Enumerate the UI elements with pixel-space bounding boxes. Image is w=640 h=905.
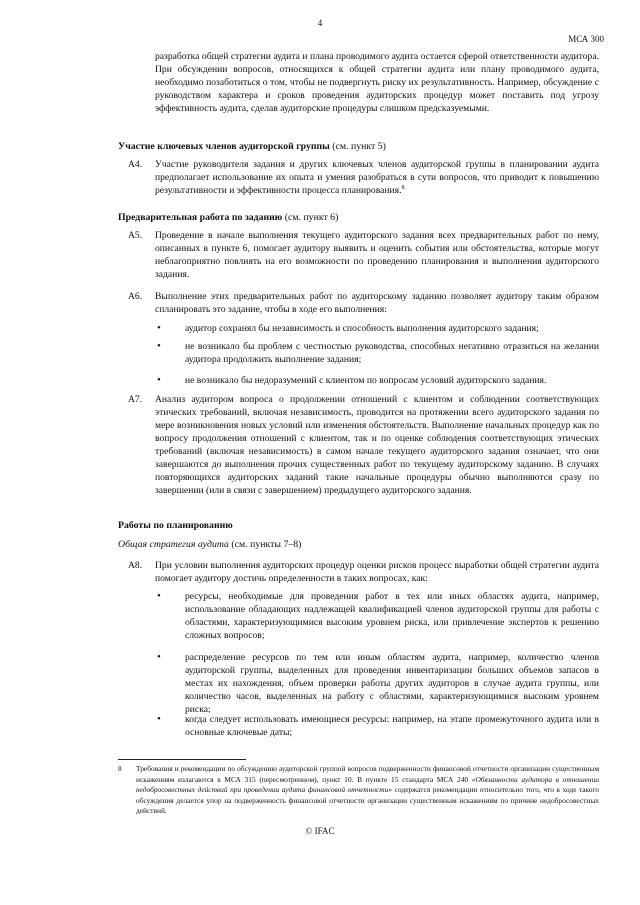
bullet-icon: • [157, 590, 161, 602]
paragraph-a6: Выполнение этих предварительных работ по аудиторскому заданию позволяет аудитору таким образом спланировать это задание, чтобы в ходе его выполнения: [155, 291, 599, 315]
section-heading-key-members [118, 140, 598, 153]
bullet-icon: • [157, 651, 161, 663]
section-heading-planning [118, 519, 233, 532]
page-number: 4 [317, 18, 323, 28]
subheading-reference: (см. пункты 7–8) [228, 539, 302, 550]
paragraph-label-a4: A4. [128, 159, 143, 170]
list-item: не возникало бы недоразумений с клиентом по вопросам условий аудиторского задания. [185, 375, 547, 386]
footnote-text-part2: » содержатся рекомендации относительно того, что в ходе такого обсуждения делается упор на подверженность финансовой отчетности организации существенным искажениям по причине недобросовестных действий. [136, 785, 599, 816]
paragraph-label-a5: A5. [128, 230, 143, 241]
bullet-icon: • [157, 322, 161, 334]
paragraph-label-a6: A6. [128, 291, 143, 302]
subheading-overall-strategy [118, 538, 301, 551]
paragraph-a5: Проведение в начале выполнения текущего аудиторского задания всех предварительных работ по нему, описанных в пункте 6, помогает аудитору выявить и оценить события или обстоятельства, которые могут неблагоприятно повлиять на его возможности по проведению планирования и выполнения аудиторского задания. [155, 230, 599, 280]
paragraph-label-a7: A7. [128, 394, 143, 405]
heading-text: Участие ключевых членов аудиторской группы [118, 141, 330, 152]
copyright-footer: © IFAC [305, 826, 335, 836]
subheading-text: Общая стратегия аудита [118, 539, 229, 550]
bullet-icon: • [157, 340, 161, 352]
paragraph-label-a8: A8. [128, 560, 143, 571]
footnote-mark: 8 [401, 184, 405, 191]
intro-paragraph: разработка общей стратегии аудита и плана проводимого аудита остается сферой ответственности аудитора. При обсуждении вопросов, относящихся к общей стратегии аудита или плану проводимого аудита, необходимо позаботиться о том, чтобы не подвергнуть риску их результативность. Например, обсуждение с руководством характера и сроков проведения аудиторских процедур может поставить под угрозу эффективность аудита, сделав аудиторские процедуры слишком предсказуемыми. [155, 51, 599, 114]
document-code: МСА 300 [568, 34, 604, 44]
footnote-title-italic: Обязанности аудитора в отношении недобросовестных действий при проведении аудита финансовой отчетности [136, 774, 599, 795]
footnote-number: 8 [118, 764, 122, 773]
paragraph-a7: Анализ аудитором вопроса о продолжении отношений с клиентом и соблюдении соответствующих этических требований, включая независимость, проводится на протяжении всего аудиторского задания по мере возникновения новых условий или изменения обстоятельств. Выполнение начальных процедур как по вопросу продолжения отношений с клиентом, так и по оценке соблюдения соответствующих этических требований (включая независимость) в самом начале текущего аудиторского задания означает, что они завершаются до выполнения прочих существенных работ по текущему аудиторскому заданию. В случаях повторяющихся аудиторских заданий такие начальные процедуры обычно выполняются сразу по завершении (или в связи с завершением) предыдущего аудиторского задания. [155, 394, 599, 496]
paragraph-a8: При условии выполнения аудиторских процедур оценки рисков процесс выработки общей стратегии аудита помогает аудитору достичь определенности в таких вопросах, как: [155, 560, 599, 584]
list-item: когда следует использовать имеющиеся ресурсы: например, на этапе промежуточного аудита или в основные ключевые даты; [185, 714, 599, 738]
paragraph-a4-text: Участие руководителя задания и других ключевых членов аудиторской группы в планировании аудита предполагает использование их опыта и умения разобраться в сути вопросов, что приводит к повышению результативности и эффективности процесса планирования. [155, 159, 599, 196]
heading-reference: (см. пункт 5) [329, 141, 386, 152]
footnote-text-part1: Требования и рекомендации по обсуждению аудиторской группой вопросов подверженности финансовой отчетности организации существенным искажениям излагаются в МСА 315 (пересмотренном), пункт 10. В пункте 15 стандарта МСА 240 « [136, 764, 599, 784]
list-item: ресурсы, необходимые для проведения работ в тех или иных областях аудита, например, использование обладающих надлежащей квалификацией членов аудиторской группы для работы с областями, характеризующимися высоким уровнем риска, или привлечение экспертов к решению сложных вопросов; [185, 591, 599, 641]
heading-text: Работы по планированию [118, 520, 233, 531]
list-item: распределение ресурсов по тем или иным областям аудита, например, количество членов аудиторской группы, выделенных для проведения инвентаризации больших объемов запасов в местах их нахождения, объем проверки работы других аудиторов в случае аудита группы, или количество часов, выделенных на работу с областями, характеризующимися высоким уровнем риска; [185, 652, 599, 715]
list-item: аудитор сохранял бы независимость и способность выполнения аудиторского задания; [185, 323, 539, 334]
footnote-divider [118, 759, 246, 760]
heading-text: Предварительная работа по заданию [118, 212, 283, 223]
list-item: не возникало бы проблем с честностью руководства, способных негативно отразиться на желании аудитора продолжить выполнение задания; [185, 341, 599, 365]
section-heading-preliminary [118, 211, 598, 224]
paragraph-a4 [155, 158, 599, 197]
heading-reference: (см. пункт 6) [282, 212, 339, 223]
bullet-icon: • [157, 713, 161, 725]
bullet-icon: • [157, 374, 161, 386]
footnote-text [136, 764, 599, 817]
